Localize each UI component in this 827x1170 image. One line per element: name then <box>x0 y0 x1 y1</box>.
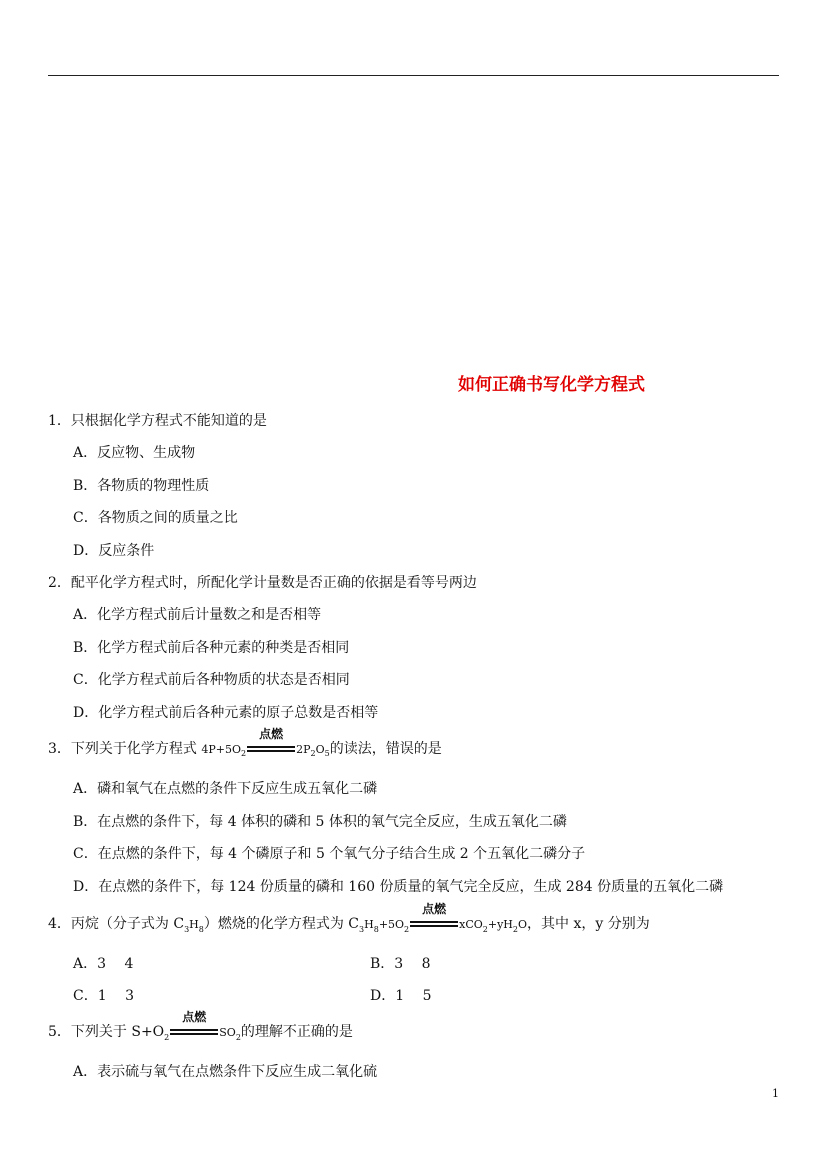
reaction-condition: 点燃 <box>259 727 284 741</box>
reaction-arrow <box>170 1010 218 1038</box>
question-2-option-d: D．化学方程式前后各种元素的原子总数是否相等 <box>73 705 379 721</box>
question-4-option-b: B．3 8 <box>370 956 431 972</box>
reaction-condition: 点燃 <box>182 1010 207 1024</box>
question-2-option-c: C．化学方程式前后各种物质的状态是否相同 <box>73 672 350 688</box>
question-3-stem-prefix: 3．下列关于化学方程式 <box>48 741 202 757</box>
reaction-arrow <box>410 902 458 930</box>
question-2-option-a: A．化学方程式前后计量数之和是否相等 <box>73 607 322 623</box>
question-3-option-b: B．在点燃的条件下，每 4 体积的磷和 5 体积的氧气完全反应，生成五氧化二磷 <box>73 814 567 830</box>
document-title: 如何正确书写化学方程式 <box>458 375 645 395</box>
question-5-stem: 5．下列关于 $S+O_2$ 点燃 $SO_2$的理解不正确的是 <box>48 1010 353 1042</box>
question-2-stem: 2．配平化学方程式时，所配化学计量数是否正确的依据是看等号两边 <box>48 575 477 591</box>
question-1-option-a: A．反应物、生成物 <box>73 445 196 461</box>
question-5-option-a: A．表示硫与氧气在点燃条件下反应生成二氧化硫 <box>73 1064 378 1080</box>
question-1-option-d: D．反应条件 <box>73 543 155 559</box>
question-1-option-c: C．各物质之间的质量之比 <box>73 510 238 526</box>
question-3-option-d: D．在点燃的条件下，每 124 份质量的磷和 160 份质量的氧气完全反应，生成 284 份质量的五氧化二磷 <box>73 879 724 895</box>
equation-left: $4P+5O_2$ <box>201 743 247 759</box>
equation-right: $2P_2O_5$ <box>296 743 330 759</box>
question-1-option-b: B．各物质的物理性质 <box>73 478 210 494</box>
question-3-stem-suffix: 的读法，错误的是 <box>329 741 442 757</box>
question-4-option-d: D．1 5 <box>370 988 432 1004</box>
reaction-condition: 点燃 <box>422 902 447 916</box>
question-3-option-c: C．在点燃的条件下，每 4 个磷原子和 5 个氧气分子结合生成 2 个五氧化二磷分子 <box>73 846 586 862</box>
question-4-option-c: C．1 3 <box>73 988 134 1004</box>
question-1-stem: 1．只根据化学方程式不能知道的是 <box>48 413 267 429</box>
question-2-option-b: B．化学方程式前后各种元素的种类是否相同 <box>73 640 350 656</box>
question-4-stem: 4．丙烷（分子式为 $C_3H_8$）燃烧的化学方程式为 $C_3H_8+5O_2$ 点燃 $xCO_2+yH_2O$，其中 x，y 分别为 <box>48 902 650 934</box>
reaction-arrow <box>247 727 295 755</box>
question-4-option-a: A．3 4 <box>73 956 134 972</box>
header-rule <box>48 75 779 76</box>
question-3-option-a: A．磷和氧气在点燃的条件下反应生成五氧化二磷 <box>73 781 378 797</box>
page-number: 1 <box>772 1087 779 1100</box>
question-3-stem <box>48 727 442 759</box>
